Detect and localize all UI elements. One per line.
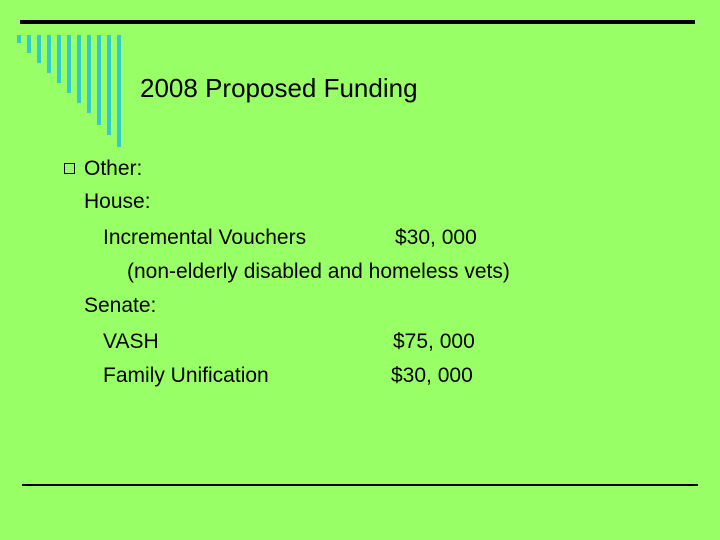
- stripe: [117, 35, 121, 147]
- senate-item-amount: $75, 000: [393, 330, 475, 353]
- stripe: [97, 35, 101, 125]
- senate-item-amount: $30, 000: [391, 364, 473, 387]
- top-rule-line: [20, 20, 695, 24]
- slide-title: 2008 Proposed Funding: [140, 73, 418, 103]
- senate-item-label: VASH: [103, 330, 159, 353]
- house-label: House:: [84, 190, 151, 213]
- bottom-rule-line: [22, 484, 698, 486]
- senate-item-label: Family Unification: [103, 364, 269, 387]
- bullet-heading: Other:: [84, 157, 143, 180]
- vertical-stripes-icon: [17, 35, 122, 147]
- stripe: [87, 35, 91, 113]
- stripe: [77, 35, 81, 103]
- hollow-square-bullet-icon: [64, 163, 75, 174]
- stripe: [57, 35, 61, 83]
- stripe: [47, 35, 51, 73]
- house-item-amount: $30, 000: [395, 226, 477, 249]
- stripe: [67, 35, 71, 93]
- house-item-note: (non-elderly disabled and homeless vets): [127, 260, 510, 283]
- senate-label: Senate:: [84, 294, 157, 317]
- stripe: [17, 35, 21, 43]
- stripe: [37, 35, 41, 63]
- stripe: [107, 35, 111, 135]
- stripe: [27, 35, 31, 53]
- house-item-label: Incremental Vouchers: [103, 226, 307, 249]
